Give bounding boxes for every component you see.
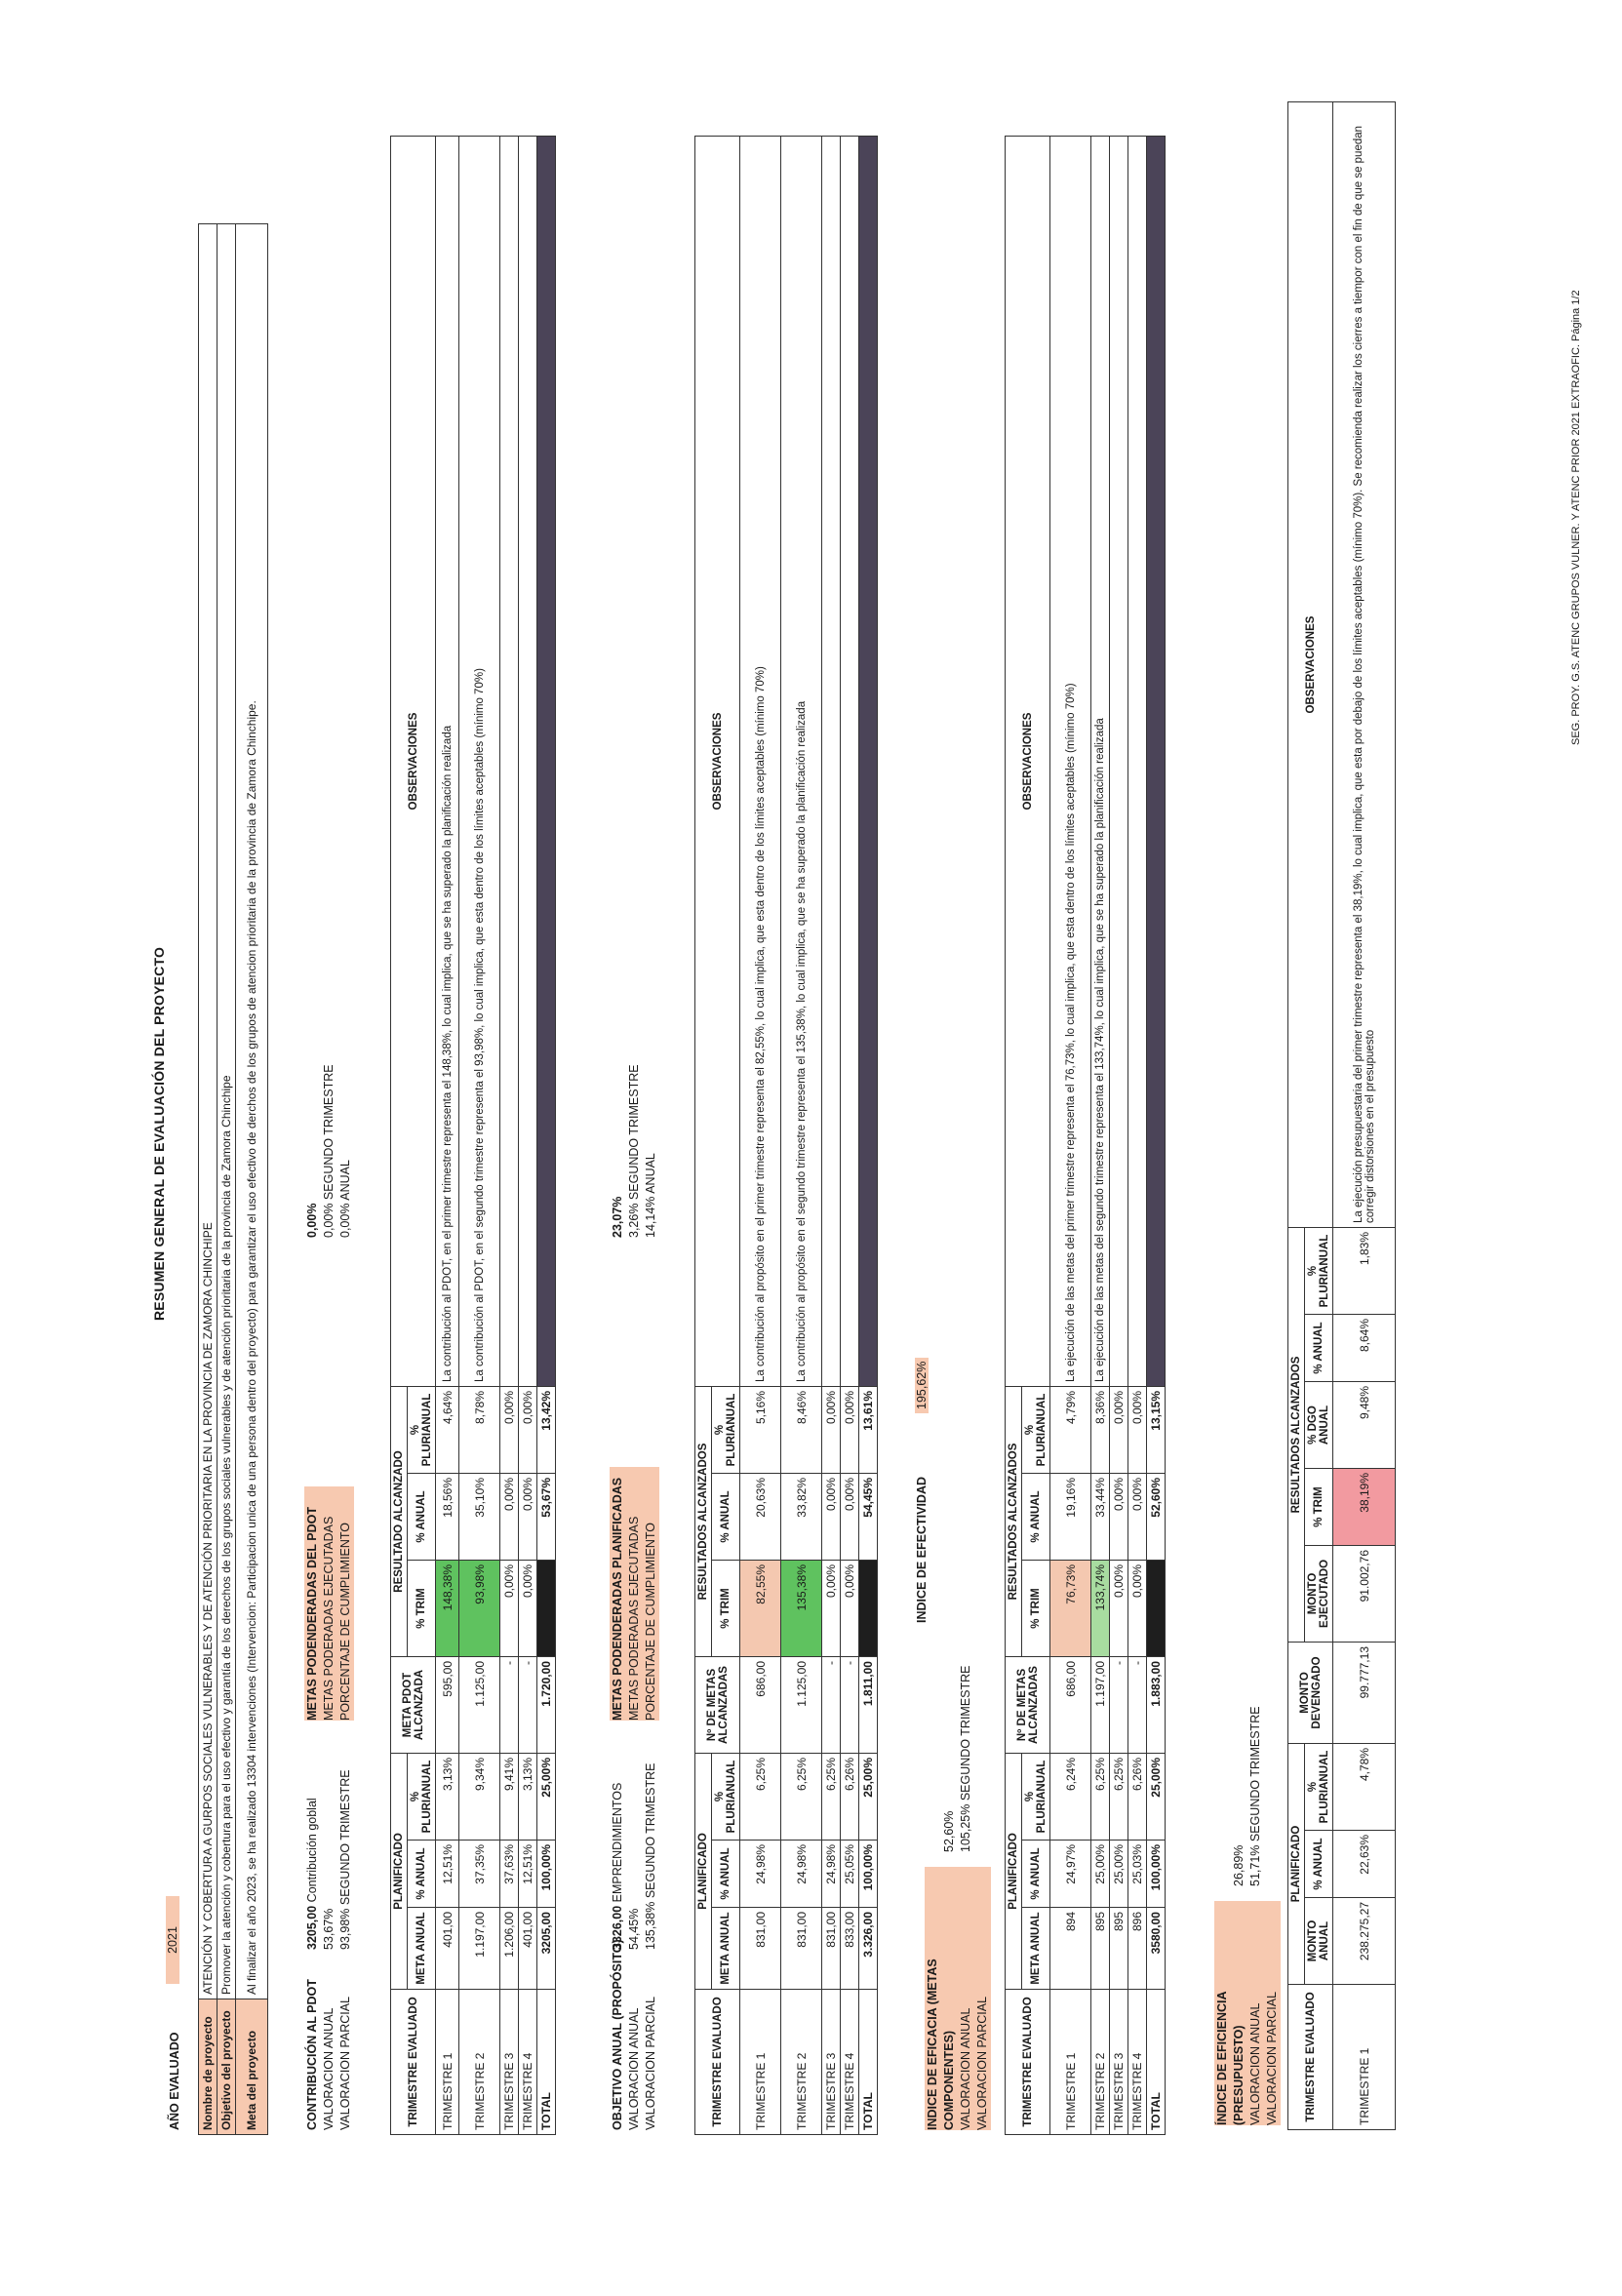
s1-col-observaciones: OBSERVACIONES: [391, 137, 436, 1387]
s3-col-res-pct-anual: % ANUAL: [1022, 1474, 1050, 1561]
s2-col-trimestre: TRIMESTRE EVALUADO: [695, 1990, 740, 2135]
cell: 0,00%: [841, 1474, 859, 1561]
s3-v2: 52,60%: [942, 1810, 956, 1852]
cell: -: [1128, 1657, 1147, 1754]
s3-col-meta-anual: META ANUAL: [1022, 1908, 1050, 1990]
cell: 25,00%: [537, 1754, 556, 1841]
cell: 896: [1128, 1908, 1147, 1990]
cell: 0,00%: [822, 1387, 841, 1474]
project-name-label: Nombre de proyecto: [199, 1999, 218, 2135]
s1-header-values: [304, 1769, 354, 1950]
s2-mv3: 14,14%: [644, 1196, 657, 1238]
cell: 0,00%: [1128, 1474, 1147, 1561]
s4-h1: ÍNDICE DE EFICIENCIA (PRESUPUESTO): [1215, 1991, 1246, 2125]
cell: 19,16%: [1050, 1474, 1091, 1561]
s1-mv2b: SEGUNDO TRIMESTRE: [322, 1064, 336, 1201]
cell: 22,63%: [1333, 1831, 1396, 1898]
cell: 82,55%: [740, 1561, 781, 1657]
s2-header-labels: [610, 1939, 659, 2130]
s3-table: [1005, 136, 1166, 2135]
s3-col-pct-anual: % ANUAL: [1022, 1841, 1050, 1908]
s1-metas-values: [304, 1064, 354, 1238]
cell: 9,48%: [1333, 1382, 1396, 1469]
s1-col-pct-plurianual: % PLURIANUAL: [408, 1754, 436, 1841]
s2-v3: 135,38%: [644, 1901, 657, 1950]
table-row-total: [1147, 137, 1166, 2135]
cell: 3.326,00: [859, 1908, 878, 1990]
cell: 52,60%: [1147, 1474, 1166, 1561]
s2-v3b: SEGUNDO TRIMESTRE: [644, 1762, 657, 1899]
cell: -: [841, 1657, 859, 1754]
cell: -: [500, 1657, 519, 1754]
s2-m3: PORCENTAJE DE CUMPLIMIENTO: [644, 1522, 657, 1721]
s2-v1: 3326,00: [611, 1905, 624, 1950]
s4-v3b: SEGUNDO TRIMESTRE: [1248, 1706, 1262, 1842]
cell: 6,25%: [822, 1754, 841, 1841]
cell: 9,34%: [459, 1754, 500, 1841]
s3-h2: VALORACION ANUAL: [959, 2007, 972, 2130]
s1-h2: VALORACION ANUAL: [322, 2007, 336, 2130]
cell: 13,61%: [859, 1387, 878, 1474]
project-info-table: [198, 223, 268, 2135]
s2-mv2: 3,26%: [627, 1203, 641, 1238]
s1-header-labels: [304, 1979, 354, 2130]
s2-col-pct-anual: % ANUAL: [712, 1841, 740, 1908]
page-footer: SEG. PROY. G.S. ATENC GRUPOS VULNER. Y ATENC PRIOR 2021 EXTRAOFIC. Página 1/2: [1570, 290, 1582, 745]
cell: 18,56%: [436, 1474, 459, 1561]
s2-h3: VALORACION PARCIAL: [644, 1996, 657, 2130]
s1-v1b: Contribución goblal: [305, 1798, 319, 1903]
row-label: TRIMESTRE 1: [740, 1990, 781, 2135]
s1-m2: METAS PODERADAS EJECUTADAS: [322, 1516, 336, 1721]
efectividad-label: INDICE DE EFECTIVIDAD: [915, 1476, 929, 1623]
cell: 0,00%: [519, 1387, 537, 1474]
s3-group-resultados: RESULTADOS ALCANZADOS: [1006, 1387, 1022, 1657]
cell: 6,25%: [740, 1754, 781, 1841]
cell: 686,00: [1050, 1657, 1091, 1754]
s1-col-trimestre: TRIMESTRE EVALUADO: [391, 1990, 436, 2135]
row-label: TRIMESTRE 4: [1128, 1990, 1147, 2135]
cell: 895: [1091, 1908, 1110, 1990]
s4-col-monto-anual: MONTO ANUAL: [1305, 1898, 1333, 1985]
s3-col-pct-trim: % TRIM: [1022, 1561, 1050, 1657]
s4-header-labels: [1214, 1901, 1281, 2125]
cell: 3580,00: [1147, 1908, 1166, 1990]
cell: [1147, 1561, 1166, 1657]
table-row-total: [859, 137, 878, 2135]
cell: 33,44%: [1091, 1474, 1110, 1561]
cell: 13,42%: [537, 1387, 556, 1474]
s2-v1b: EMPRENDIMIENTOS: [611, 1782, 624, 1903]
cell: 0,00%: [519, 1561, 537, 1657]
s1-h1: CONTRIBUCIÓN AL PDOT: [305, 1979, 319, 2130]
table-row: [500, 137, 519, 2135]
s2-group-resultados: RESULTADOS ALCANZADOS: [695, 1387, 712, 1657]
s3-col-res-pct-plurianual: % PLURIANUAL: [1022, 1387, 1050, 1474]
cell: 91.002,76: [1333, 1546, 1396, 1643]
cell: 13,15%: [1147, 1387, 1166, 1474]
s2-header-values: [610, 1762, 659, 1950]
cell: 100,00%: [1147, 1841, 1166, 1908]
cell: 12,51%: [436, 1841, 459, 1908]
observation: La ejecución presupuestaria del primer trimestre representa el 38,19%, lo cual implica, que esta por debajo de los límites aceptables (mínimo 70%). Se recomienda realizar los cierres a tiempor con el fin de que se puedan corregir distorsiones en el presupuesto: [1333, 102, 1396, 1228]
table-row: [459, 137, 500, 2135]
cell: 37,35%: [459, 1841, 500, 1908]
anio-value: 2021: [166, 1896, 179, 1984]
s2-col-res-pct-plurianual: % PLURIANUAL: [712, 1387, 740, 1474]
s1-v2: 53,67%: [322, 1908, 336, 1950]
row-label: TOTAL: [1147, 1990, 1166, 2135]
cell: 25,03%: [1128, 1841, 1147, 1908]
cell: 135,38%: [781, 1561, 822, 1657]
s1-group-planificado: PLANIFICADO: [391, 1754, 408, 1990]
s4-col-monto-devengado: MONTO DEVENGADO: [1288, 1643, 1333, 1744]
row-label: TRIMESTRE 4: [841, 1990, 859, 2135]
cell: 35,10%: [459, 1474, 500, 1561]
s4-col-observaciones: OBSERVACIONES: [1288, 102, 1333, 1228]
cell: 1.720,00: [537, 1657, 556, 1754]
cell: [859, 1561, 878, 1657]
cell: 99.777,13: [1333, 1643, 1396, 1744]
project-name-value: ATENCIÓN Y COBERTURA A GURPOS SOCIALES VULNERABLES Y DE ATENCIÓN PRIORITARIA EN LA PROVINCIA DE ZAMORA CHINCHIPE: [199, 224, 218, 1999]
s4-col-trimestre: TRIMESTRE EVALUADO: [1288, 1985, 1333, 2130]
cell: 0,00%: [1110, 1561, 1128, 1657]
cell: 0,00%: [1128, 1387, 1147, 1474]
observation: La ejecución de las metas del primer trimestre representa el 76,73%, lo cual implica, que esta dentro de los límites aceptables (mínimo 70%): [1050, 137, 1091, 1387]
cell: 100,00%: [537, 1841, 556, 1908]
project-goal-value: Al finalizar el año 2023, se ha realizado 13304 intervenciones (Intervencion: Participacion unica de una persona dentro del proyecto) para garantizar el uso efectivo de derchos de los grupos de atencion prioritaria de la provincia de Zamora Chinchipe.: [236, 224, 268, 1999]
cell: 3,13%: [436, 1754, 459, 1841]
s4-col-monto-ejecutado: MONTO EJECUTADO: [1305, 1546, 1333, 1643]
s2-group-planificado: PLANIFICADO: [695, 1754, 712, 1990]
row-label: TRIMESTRE 2: [781, 1990, 822, 2135]
s1-v3: 93,98%: [338, 1908, 352, 1950]
s4-header-values: [1214, 1706, 1264, 1886]
s1-mv2: 0,00%: [322, 1203, 336, 1238]
s4-h2: VALORACION ANUAL: [1248, 2002, 1262, 2125]
s1-col-res-pct-anual: % ANUAL: [408, 1474, 436, 1561]
cell: 100,00%: [859, 1841, 878, 1908]
table-row: [1050, 137, 1091, 2135]
s3-h1: INDICE DE EFICACIA (METAS COMPONENTES): [926, 1959, 956, 2130]
observation: [841, 137, 859, 1387]
s1-mv1: 0,00%: [305, 1203, 319, 1238]
s3-v3b: SEGUNDO TRIMESTRE: [959, 1665, 972, 1801]
cell: 24,97%: [1050, 1841, 1091, 1908]
cell: 1,83%: [1333, 1228, 1396, 1315]
cell: 0,00%: [1110, 1474, 1128, 1561]
cell: 24,98%: [740, 1841, 781, 1908]
s2-metas-values: [610, 1064, 659, 1238]
cell: 0,00%: [500, 1474, 519, 1561]
cell: 6,25%: [1091, 1754, 1110, 1841]
s3-header-labels: [925, 1867, 991, 2130]
cell: 24,98%: [822, 1841, 841, 1908]
cell: 1.811,00: [859, 1657, 878, 1754]
s4-group-planificado: PLANIFICADO: [1288, 1744, 1305, 1985]
cell: 1.197,00: [1091, 1657, 1110, 1754]
observation: [1128, 137, 1147, 1387]
cell: 401,00: [519, 1908, 537, 1990]
table-row: [519, 137, 537, 2135]
s4-group-resultados: RESULTADOS ALCANZADOS: [1288, 1228, 1305, 1643]
cell: 12,51%: [519, 1841, 537, 1908]
cell: 831,00: [822, 1908, 841, 1990]
s1-col-pct-anual: % ANUAL: [408, 1841, 436, 1908]
cell: 4,64%: [436, 1387, 459, 1474]
cell: -: [1110, 1657, 1128, 1754]
cell: 0,00%: [1110, 1387, 1128, 1474]
observation: [500, 137, 519, 1387]
s2-m2: METAS PODERADAS EJECUTADAS: [627, 1516, 641, 1721]
cell: 1.125,00: [781, 1657, 822, 1754]
cell: 24,98%: [781, 1841, 822, 1908]
cell: 1.206,00: [500, 1908, 519, 1990]
row-label: TRIMESTRE 2: [459, 1990, 500, 2135]
cell: 238.275,27: [1333, 1898, 1396, 1985]
cell: 20,63%: [740, 1474, 781, 1561]
s4-v3: 51,71%: [1248, 1844, 1262, 1886]
cell: 76,73%: [1050, 1561, 1091, 1657]
s2-mv3b: ANUAL: [644, 1153, 657, 1194]
cell: 895: [1110, 1908, 1128, 1990]
s2-h2: VALORACION ANUAL: [627, 2007, 641, 2130]
s3-col-trimestre: TRIMESTRE EVALUADO: [1006, 1990, 1050, 2135]
cell: 595,00: [436, 1657, 459, 1754]
row-label: TRIMESTRE 3: [500, 1990, 519, 2135]
row-label: TOTAL: [859, 1990, 878, 2135]
s1-v1: 3205,00: [305, 1905, 319, 1950]
s2-table: [694, 136, 878, 2135]
observation: La contribución al PDOT, en el primer trimestre representa el 148,38%, lo cual implica, que se ha superado la planificación realizada: [436, 137, 459, 1387]
cell: 1.883,00: [1147, 1657, 1166, 1754]
s1-table: [390, 136, 556, 2135]
s4-col-res-pct-anual: % ANUAL: [1305, 1315, 1333, 1382]
cell: 0,00%: [1128, 1561, 1147, 1657]
s2-mv2b: SEGUNDO TRIMESTRE: [627, 1064, 641, 1201]
s1-mv3b: ANUAL: [338, 1160, 352, 1201]
s1-col-meta-pdot: META PDOT ALCANZADA: [391, 1657, 436, 1754]
s4-v2: 26,89%: [1232, 1844, 1246, 1886]
page-title: RESUMEN GENERAL DE EVALUACIÓN DEL PROYECTO: [151, 946, 167, 1321]
cell: 0,00%: [822, 1474, 841, 1561]
s4-col-pct-trim: % TRIM: [1305, 1469, 1333, 1546]
cell: 4,79%: [1050, 1387, 1091, 1474]
row-label: TRIMESTRE 3: [1110, 1990, 1128, 2135]
cell: 6,24%: [1050, 1754, 1091, 1841]
row-label: TRIMESTRE 1: [436, 1990, 459, 2135]
s2-h1: OBJETIVO ANUAL (PROPÓSITO): [611, 1939, 624, 2130]
table-row: [1333, 102, 1396, 2130]
observation: [537, 137, 556, 1387]
observation: [859, 137, 878, 1387]
s1-m3: PORCENTAJE DE CUMPLIMIENTO: [338, 1522, 352, 1721]
table-row: [1091, 137, 1110, 2135]
s2-col-meta-anual: META ANUAL: [712, 1908, 740, 1990]
s1-m1: METAS PODENDERADAS DEL PDOT: [305, 1506, 319, 1721]
cell: 6,25%: [781, 1754, 822, 1841]
cell: 4,78%: [1333, 1744, 1396, 1831]
cell: 38,19%: [1333, 1469, 1396, 1546]
cell: 6,25%: [1110, 1754, 1128, 1841]
anio-label: AÑO EVALUADO: [168, 2032, 181, 2130]
s3-col-pct-plurianual: % PLURIANUAL: [1022, 1754, 1050, 1841]
s1-metas-labels: [304, 1486, 354, 1721]
cell: 0,00%: [841, 1387, 859, 1474]
cell: 33,82%: [781, 1474, 822, 1561]
s2-col-pct-plurianual: % PLURIANUAL: [712, 1754, 740, 1841]
s2-v2: 54,45%: [627, 1908, 641, 1950]
s1-v3b: SEGUNDO TRIMESTRE: [338, 1769, 352, 1906]
cell: 0,00%: [500, 1561, 519, 1657]
project-objective-label: Objetivo del proyecto: [218, 1999, 236, 2135]
table-row: [1110, 137, 1128, 2135]
cell: 401,00: [436, 1908, 459, 1990]
observation: [519, 137, 537, 1387]
cell: 25,00%: [859, 1754, 878, 1841]
s1-col-pct-trim: % TRIM: [408, 1561, 436, 1657]
row-label: TRIMESTRE 2: [1091, 1990, 1110, 2135]
cell: 833,00: [841, 1908, 859, 1990]
s3-group-planificado: PLANIFICADO: [1006, 1754, 1022, 1990]
efectividad-value: 195,62%: [915, 1358, 929, 1413]
cell: 831,00: [781, 1908, 822, 1990]
s2-metas-labels: [610, 1467, 659, 1721]
cell: 8,46%: [781, 1387, 822, 1474]
s4-h3: VALORACION PARCIAL: [1265, 1991, 1279, 2125]
cell: 25,05%: [841, 1841, 859, 1908]
s4-col-res-pct-plurianual: % PLURIANUAL: [1305, 1228, 1333, 1315]
observation: La ejecución de las metas del segundo trimestre representa el 133,74%, lo cual implica, que se ha superado la planificación realizada: [1091, 137, 1110, 1387]
observation: La contribución al propósito en el segundo trimestre representa el 135,38%, lo cual implica, que se ha superado la planificación realizada: [781, 137, 822, 1387]
s2-m1: METAS PODENDERADAS PLANIFICADAS: [611, 1477, 624, 1721]
cell: 894: [1050, 1908, 1091, 1990]
cell: 25,00%: [1110, 1841, 1128, 1908]
s3-col-observaciones: OBSERVACIONES: [1006, 137, 1050, 1387]
cell: 25,00%: [1147, 1754, 1166, 1841]
project-objective-value: Promover la atención y cobertura para el uso efectivo y garantía de los derechos de los grupos sociales vulnerables y de atención prioritaria de la provincia de Zamora Chinchipe: [218, 224, 236, 1999]
observation: [1147, 137, 1166, 1387]
row-label: TRIMESTRE 1: [1333, 1985, 1396, 2130]
observation: La contribución al propósito en el primer trimestre representa el 82,55%, lo cual implica, que esta dentro de los límites aceptables (mínimo 70%): [740, 137, 781, 1387]
cell: [537, 1561, 556, 1657]
s3-header-values: [925, 1665, 974, 1852]
s2-col-metas-alcanzadas: Nº DE METAS ALCANZADAS: [695, 1657, 740, 1754]
cell: 1.197,00: [459, 1908, 500, 1990]
cell: 8,64%: [1333, 1315, 1396, 1382]
cell: 0,00%: [841, 1561, 859, 1657]
cell: 1.125,00: [459, 1657, 500, 1754]
s4-col-pct-dgo-anual: % DGO ANUAL: [1305, 1382, 1333, 1469]
cell: 25,00%: [1091, 1841, 1110, 1908]
cell: 8,36%: [1091, 1387, 1110, 1474]
s2-mv1: 23,07%: [611, 1196, 624, 1238]
cell: 0,00%: [822, 1561, 841, 1657]
s3-col-metas-alcanzadas: Nº DE METAS ALCANZADAS: [1006, 1657, 1050, 1754]
cell: 53,67%: [537, 1474, 556, 1561]
cell: -: [519, 1657, 537, 1754]
cell: 5,16%: [740, 1387, 781, 1474]
s4-col-pct-anual: % ANUAL: [1305, 1831, 1333, 1898]
observation: La contribución al PDOT, en el segundo trimestre representa el 93,98%, lo cual implica, que esta dentro de los límites aceptables (mínimo 70%): [459, 137, 500, 1387]
cell: 6,26%: [841, 1754, 859, 1841]
cell: 0,00%: [500, 1387, 519, 1474]
table-row: [841, 137, 859, 2135]
cell: 93,98%: [459, 1561, 500, 1657]
s2-col-pct-trim: % TRIM: [712, 1561, 740, 1657]
s1-col-res-pct-plurianual: % PLURIANUAL: [408, 1387, 436, 1474]
table-row: [740, 137, 781, 2135]
s2-col-observaciones: OBSERVACIONES: [695, 137, 740, 1387]
s4-col-pct-plurianual: % PLURIANUAL: [1305, 1744, 1333, 1831]
cell: 3205,00: [537, 1908, 556, 1990]
observation: [822, 137, 841, 1387]
cell: 9,41%: [500, 1754, 519, 1841]
s3-h3: VALORACION PARCIAL: [975, 1996, 989, 2130]
cell: 831,00: [740, 1908, 781, 1990]
table-row: [822, 137, 841, 2135]
s1-group-resultado: RESULTADO ALCANZADO: [391, 1387, 408, 1657]
table-row: [781, 137, 822, 2135]
observation: [1110, 137, 1128, 1387]
project-goal-label: Meta del proyecto: [236, 1999, 268, 2135]
cell: 148,38%: [436, 1561, 459, 1657]
s4-table: [1287, 101, 1396, 2130]
s1-h3: VALORACION PARCIAL: [338, 1996, 352, 2130]
cell: 0,00%: [519, 1474, 537, 1561]
row-label: TRIMESTRE 3: [822, 1990, 841, 2135]
cell: 6,26%: [1128, 1754, 1147, 1841]
cell: 8,78%: [459, 1387, 500, 1474]
s2-col-res-pct-anual: % ANUAL: [712, 1474, 740, 1561]
s3-v3: 105,25%: [959, 1803, 972, 1852]
cell: -: [822, 1657, 841, 1754]
row-label: TOTAL: [537, 1990, 556, 2135]
row-label: TRIMESTRE 4: [519, 1990, 537, 2135]
cell: 54,45%: [859, 1474, 878, 1561]
cell: 686,00: [740, 1657, 781, 1754]
cell: 133,74%: [1091, 1561, 1110, 1657]
cell: 37,63%: [500, 1841, 519, 1908]
s1-col-meta-anual: META ANUAL: [408, 1908, 436, 1990]
row-label: TRIMESTRE 1: [1050, 1990, 1091, 2135]
s1-mv3: 0,00%: [338, 1203, 352, 1238]
table-row-total: [537, 137, 556, 2135]
table-row: [436, 137, 459, 2135]
table-row: [1128, 137, 1147, 2135]
cell: 3,13%: [519, 1754, 537, 1841]
